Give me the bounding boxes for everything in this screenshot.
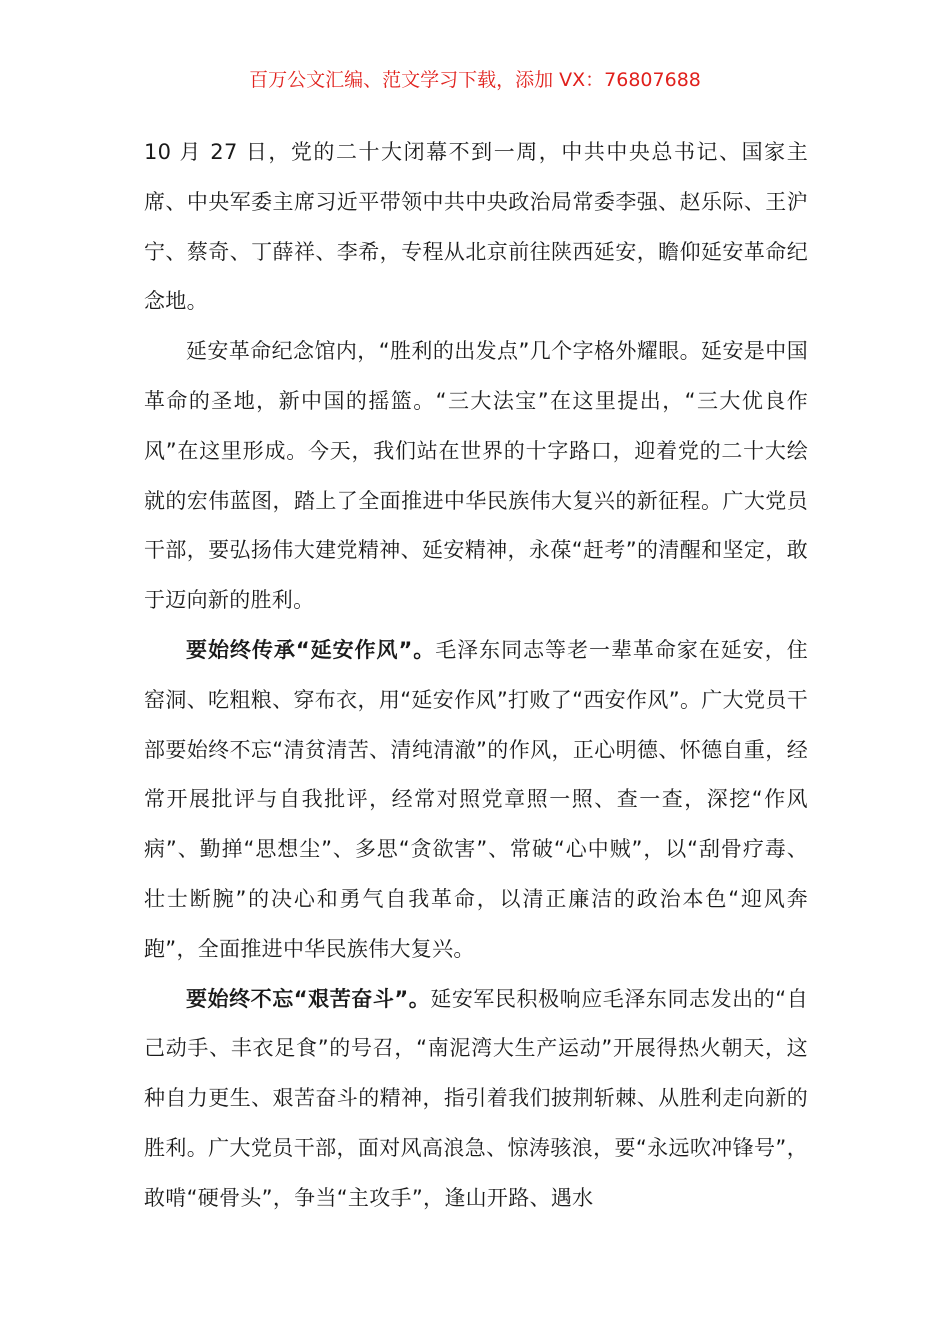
paragraph-4-text: 延安军民积极响应毛泽东同志发出的“自己动手、丰衣足食”的号召，“南泥湾大生产运动”开展得热火朝天，这种自力更生、艰苦奋斗的精神，指引着我们披荆斩棘、从胜利走向新的胜利。广大党员干部，面对风高浪急、惊涛骇浪，要“永远吹冲锋号”，敢啃“硬骨头”，争当“主攻手”，逢山开路、遇水	[144, 986, 808, 1210]
paragraph-1	[144, 128, 808, 327]
paragraph-3-heading: 要始终传承“延安作风”。	[186, 637, 436, 662]
paragraph-2	[144, 327, 808, 626]
paragraph-4	[144, 975, 808, 1224]
paragraph-3-text: 毛泽东同志等老一辈革命家在延安，住窑洞、吃粗粮、穿布衣，用“延安作风”打败了“西安作风”。广大党员干部要始终不忘“清贫清苦、清纯清澈”的作风，正心明德、怀德自重，经常开展批评与自我批评，经常对照党章照一照、查一查，深挖“作风病”、勤掸“思想尘”、多思“贪欲害”、常破“心中贼”，以“刮骨疗毒、壮士断腕”的决心和勇气自我革命，以清正廉洁的政治本色“迎风奔跑”，全面推进中华民族伟大复兴。	[144, 637, 808, 961]
paragraph-3	[144, 626, 808, 975]
document-body	[144, 128, 808, 1224]
paragraph-1-text: 10 月 27 日，党的二十大闭幕不到一周，中共中央总书记、国家主席、中央军委主席习近平带领中共中央政治局常委李强、赵乐际、王沪宁、蔡奇、丁薛祥、李希，专程从北京前往陕西延安，瞻仰延安革命纪念地。	[144, 140, 808, 314]
paragraph-2-text: 延安革命纪念馆内，“胜利的出发点”几个字格外耀眼。延安是中国革命的圣地，新中国的摇篮。“三大法宝”在这里提出，“三大优良作风”在这里形成。今天，我们站在世界的十字路口，迎着党的二十大绘就的宏伟蓝图，踏上了全面推进中华民族伟大复兴的新征程。广大党员干部，要弘扬伟大建党精神、延安精神，永葆“赶考”的清醒和坚定，敢于迈向新的胜利。	[144, 339, 808, 613]
paragraph-4-heading: 要始终不忘“艰苦奋斗”。	[186, 986, 431, 1011]
header-watermark: 百万公文汇编、范文学习下载，添加 VX：76807688	[249, 69, 701, 91]
